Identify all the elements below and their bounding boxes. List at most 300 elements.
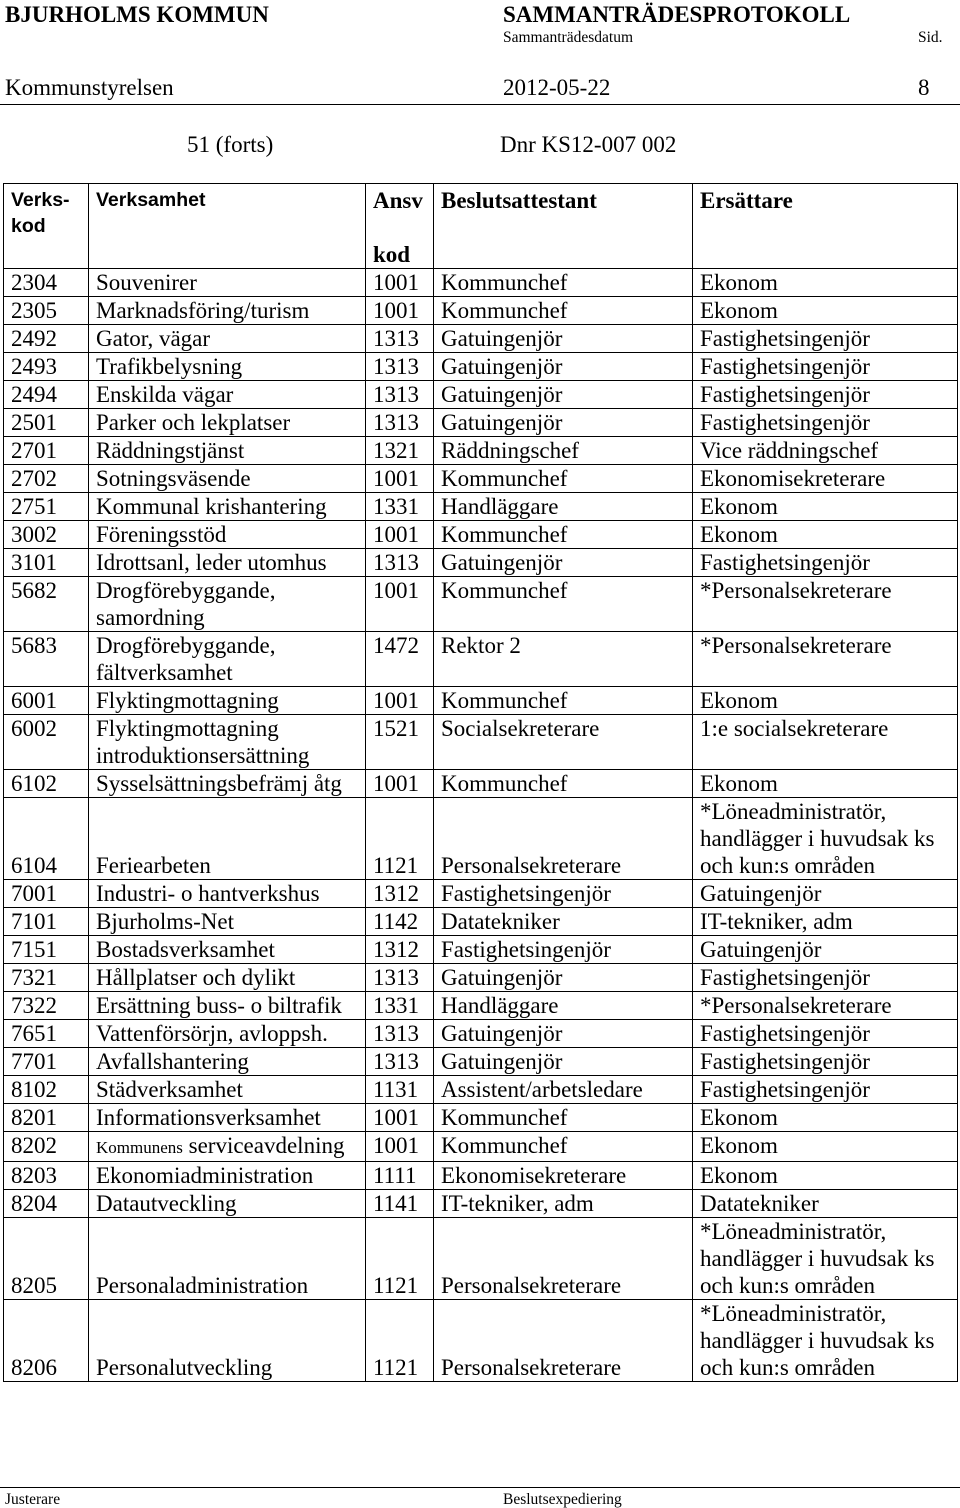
cell-text: Marknadsföring/turism [96,298,310,323]
cell-text: 7651 [11,1021,57,1046]
cell-text: 1121 [373,853,419,878]
cell-line: handlägger i huvudsak ks [700,1246,935,1271]
cell-text: 6002 [11,716,57,741]
cell-ansv [366,770,434,798]
cell-text: 7321 [11,965,57,990]
cell-text: Hållplatser och dylikt [96,965,296,990]
cell-text: 1141 [373,1191,419,1216]
cell-beslutsattestant [434,269,693,297]
column-header-ansvkod [366,184,434,269]
cell-text: Fastighetsingenjör [700,965,870,990]
cell-ersattare [693,1048,958,1076]
cell-text: Assistent/arbetsledare [441,1077,643,1102]
cell-kod [4,1104,89,1132]
cell-text: Kommunchef [441,522,568,547]
meeting-date: 2012-05-22 [503,75,611,100]
cell-beslutsattestant [434,908,693,936]
attestant-register-table [3,183,958,1382]
cell-kod [4,1300,89,1382]
cell-ersattare [693,577,958,632]
cell-line: *Löneadministratör, [700,799,887,824]
table-row [4,381,958,409]
cell-text: Kommunchef [441,578,568,603]
cell-beslutsattestant [434,409,693,437]
cell-ansv [366,1132,434,1162]
cell-text: 7101 [11,909,57,934]
cell-ansv [366,409,434,437]
cell-verksamhet [89,936,366,964]
cell-text: 2702 [11,466,57,491]
cell-line: Flyktingmottagning [96,716,279,741]
cell-text: 2751 [11,494,57,519]
cell-kod [4,409,89,437]
cell-text: Rektor 2 [441,633,521,658]
cell-kod [4,880,89,908]
cell-verksamhet [89,381,366,409]
cell-text: 2305 [11,298,57,323]
table-row [4,1162,958,1190]
cell-ansv [366,1020,434,1048]
cell-text: 7001 [11,881,57,906]
cell-text: Datatekniker [441,909,560,934]
cell-beslutsattestant [434,632,693,687]
cell-text: 1111 [373,1163,417,1188]
cell-text: Ekonom [700,1163,778,1188]
cell-text: 8204 [11,1191,57,1216]
cell-text: 1001 [373,466,419,491]
cell-ansv [366,880,434,908]
column-header-ersattare: Ersättare [693,184,958,269]
cell-ersattare [693,1104,958,1132]
table-row [4,297,958,325]
cell-beslutsattestant [434,880,693,908]
cell-beslutsattestant [434,1048,693,1076]
column-header-line: kod [11,215,46,237]
cell-kod [4,632,89,687]
table-row [4,715,958,770]
cell-text: 1313 [373,965,419,990]
cell-kod [4,549,89,577]
cell-text: Gator, vägar [96,326,211,351]
cell-ansv [366,549,434,577]
cell-text: 1313 [373,550,419,575]
cell-ersattare [693,409,958,437]
cell-text: Kommunchef [441,771,568,796]
cell-text: Datautveckling [96,1191,237,1216]
cell-kod [4,798,89,880]
cell-text: Idrottsanl, leder utomhus [96,550,327,575]
cell-beslutsattestant [434,715,693,770]
cell-text: 1121 [373,1355,419,1380]
cell-kod [4,465,89,493]
cell-line: handlägger i huvudsak ks [700,1328,935,1353]
cell-line: Drogförebyggande, [96,633,276,658]
cell-text: Gatuingenjör [441,326,563,351]
cell-text: 1142 [373,909,419,934]
cell-kod [4,1190,89,1218]
cell-ansv [366,964,434,992]
cell-ansv [366,1104,434,1132]
register-table-body [4,269,958,1382]
cell-kod [4,1218,89,1300]
cell-text: Kommunchef [441,1133,568,1158]
cell-ersattare [693,632,958,687]
cell-text: Gatuingenjör [441,382,563,407]
cell-text: Kommunal krishantering [96,494,327,519]
cell-beslutsattestant [434,1300,693,1382]
cell-beslutsattestant [434,521,693,549]
cell-text: Fastighetsingenjör [700,326,870,351]
cell-beslutsattestant [434,992,693,1020]
cell-text: 2492 [11,326,57,351]
cell-text: 1001 [373,1133,419,1158]
table-row [4,770,958,798]
cell-text: Fastighetsingenjör [700,354,870,379]
cell-text: Kommunchef [441,466,568,491]
table-row [4,437,958,465]
cell-text: 1313 [373,1049,419,1074]
cell-text: *Personalsekreterare [700,578,892,603]
cell-ansv [366,908,434,936]
cell-text: 8202 [11,1133,57,1158]
cell-verksamhet [89,880,366,908]
cell-text: 1121 [373,1273,419,1298]
cell-verksamhet [89,437,366,465]
cell-text: Personalsekreterare [441,1273,622,1298]
cell-verksamhet [89,409,366,437]
cell-verksamhet [89,1076,366,1104]
cell-ersattare [693,798,958,880]
cell-verksamhet [89,297,366,325]
cell-ansv [366,269,434,297]
cell-verksamhet [89,1048,366,1076]
cell-text: Fastighetsingenjör [700,550,870,575]
cell-text-prefix: Kommunens [96,1138,183,1157]
cell-ansv [366,715,434,770]
cell-verksamhet [89,1162,366,1190]
cell-ansv [366,577,434,632]
cell-text: Fastighetsingenjör [700,1021,870,1046]
cell-kod [4,577,89,632]
table-row [4,1218,958,1300]
cell-ersattare [693,1162,958,1190]
cell-kod [4,381,89,409]
cell-verksamhet [89,521,366,549]
cell-ansv [366,1218,434,1300]
table-row [4,577,958,632]
cell-verksamhet [89,632,366,687]
column-header-verkskod [4,184,89,269]
cell-text: 2493 [11,354,57,379]
cell-beslutsattestant [434,577,693,632]
table-row [4,908,958,936]
cell-text: 1001 [373,1105,419,1130]
municipality-name: BJURHOLMS KOMMUN [5,2,269,27]
cell-text: Gatuingenjör [441,1021,563,1046]
cell-ansv [366,521,434,549]
column-header-line: Ansv [373,188,423,213]
table-row [4,1190,958,1218]
page-number: 8 [918,75,930,100]
cell-text: IT-tekniker, adm [441,1191,594,1216]
cell-text: Ekonomiadministration [96,1163,314,1188]
cell-text: Sotningsväsende [96,466,251,491]
cell-kod [4,687,89,715]
cell-text: Gatuingenjör [441,550,563,575]
cell-text: Ekonom [700,494,778,519]
cell-verksamhet [89,493,366,521]
cell-text: 1313 [373,410,419,435]
cell-text: Souvenirer [96,270,197,295]
table-row [4,465,958,493]
table-row [4,632,958,687]
cell-text: 1001 [373,298,419,323]
cell-text: 6102 [11,771,57,796]
cell-text: Personalsekreterare [441,853,622,878]
cell-verksamhet [89,1132,366,1162]
table-row [4,1048,958,1076]
cell-text: Socialsekreterare [441,716,600,741]
cell-ersattare [693,715,958,770]
table-row [4,964,958,992]
cell-kod [4,353,89,381]
cell-ersattare [693,880,958,908]
footer-justerare: Justerare [5,1491,61,1508]
cell-text: Ekonom [700,522,778,547]
cell-beslutsattestant [434,381,693,409]
column-header-line: kod [373,242,411,267]
cell-beslutsattestant [434,465,693,493]
cell-text: Gatuingenjör [700,937,822,962]
cell-text: 1313 [373,354,419,379]
cell-beslutsattestant [434,1132,693,1162]
cell-verksamhet [89,687,366,715]
cell-ersattare [693,325,958,353]
cell-kod [4,992,89,1020]
cell-line: och kun:s områden [700,1273,876,1298]
cell-ersattare [693,1020,958,1048]
cell-ersattare [693,964,958,992]
table-header-row [4,184,958,269]
cell-ansv [366,992,434,1020]
cell-line: och kun:s områden [700,1355,876,1380]
cell-text: 3002 [11,522,57,547]
cell-text: 8201 [11,1105,57,1130]
cell-ersattare [693,549,958,577]
cell-text: 1331 [373,993,419,1018]
cell-text: 1001 [373,578,419,603]
cell-text: 2701 [11,438,57,463]
cell-ersattare [693,493,958,521]
cell-verksamhet [89,770,366,798]
cell-verksamhet [89,1300,366,1382]
table-row [4,353,958,381]
diary-number: Dnr KS12-007 002 [500,132,677,157]
cell-text: 3101 [11,550,57,575]
cell-text: Kommunchef [441,688,568,713]
cell-beslutsattestant [434,964,693,992]
cell-kod [4,715,89,770]
cell-line: *Löneadministratör, [700,1219,887,1244]
cell-text: Informationsverksamhet [96,1105,321,1130]
cell-ersattare [693,437,958,465]
cell-kod [4,437,89,465]
cell-line: samordning [96,605,205,630]
cell-text: Vice räddningschef [700,438,879,463]
cell-ersattare [693,687,958,715]
cell-text: Ekonom [700,688,778,713]
cell-ansv [366,465,434,493]
cell-beslutsattestant [434,1020,693,1048]
cell-text: Kommunchef [441,270,568,295]
column-header-line: Verks- [11,189,70,211]
cell-text: Kommunchef [441,1105,568,1130]
table-row [4,798,958,880]
cell-ersattare [693,936,958,964]
cell-text: 8102 [11,1077,57,1102]
cell-kod [4,964,89,992]
cell-text: Fastighetsingenjör [700,410,870,435]
cell-beslutsattestant [434,437,693,465]
cell-ansv [366,687,434,715]
cell-text: Fastighetsingenjör [441,881,611,906]
cell-text: Städverksamhet [96,1077,243,1102]
footer-divider [0,1487,960,1488]
cell-verksamhet [89,269,366,297]
cell-text: 1313 [373,382,419,407]
cell-ansv [366,798,434,880]
cell-text: 1472 [373,633,419,658]
cell-ansv [366,353,434,381]
table-row [4,549,958,577]
cell-text: Ekonom [700,771,778,796]
cell-ersattare [693,1300,958,1382]
cell-text: Avfallshantering [96,1049,249,1074]
cell-ansv [366,1162,434,1190]
table-row [4,493,958,521]
cell-kod [4,325,89,353]
cell-beslutsattestant [434,493,693,521]
cell-text: Bostadsverksamhet [96,937,275,962]
cell-text: Datatekniker [700,1191,819,1216]
cell-text: Parker och lekplatser [96,410,291,435]
cell-ersattare [693,521,958,549]
cell-text: Ekonom [700,1105,778,1130]
cell-text: Ekonom [700,1133,778,1158]
cell-beslutsattestant [434,325,693,353]
cell-ansv [366,1300,434,1382]
cell-ansv [366,493,434,521]
cell-text: Fastighetsingenjör [441,937,611,962]
cell-kod [4,908,89,936]
cell-kod [4,1132,89,1162]
cell-text: Industri- o hantverkshus [96,881,320,906]
cell-beslutsattestant [434,1104,693,1132]
cell-text: Personaladministration [96,1273,309,1298]
cell-text: Flyktingmottagning [96,688,279,713]
cell-text: 1001 [373,688,419,713]
cell-text: 1001 [373,522,419,547]
table-row [4,880,958,908]
cell-kod [4,936,89,964]
cell-ansv [366,1190,434,1218]
cell-text: Gatuingenjör [700,881,822,906]
table-row [4,992,958,1020]
cell-kod [4,269,89,297]
cell-text: Bjurholms-Net [96,909,234,934]
table-row [4,269,958,297]
cell-kod [4,1076,89,1104]
cell-text: 6001 [11,688,57,713]
cell-text: 6104 [11,853,57,878]
cell-text: 1:e socialsekreterare [700,716,889,741]
cell-text: Personalutveckling [96,1355,273,1380]
cell-text: 1001 [373,270,419,295]
cell-text: 7151 [11,937,57,962]
cell-ansv [366,325,434,353]
cell-text: *Personalsekreterare [700,633,892,658]
table-row [4,325,958,353]
cell-line: Drogförebyggande, [96,578,276,603]
cell-verksamhet [89,908,366,936]
cell-kod [4,493,89,521]
cell-text: 1331 [373,494,419,519]
header-divider [0,104,960,105]
cell-ersattare [693,1190,958,1218]
cell-text: Handläggare [441,993,559,1018]
cell-ersattare [693,269,958,297]
cell-text: Enskilda vägar [96,382,234,407]
cell-kod [4,1020,89,1048]
page-label: Sid. [918,29,943,46]
table-row [4,409,958,437]
cell-text: Sysselsättningsbefrämj åtg [96,771,342,796]
cell-text: serviceavdelning [188,1133,345,1158]
cell-text: Handläggare [441,494,559,519]
cell-text: Ekonom [700,270,778,295]
cell-verksamhet [89,353,366,381]
cell-ansv [366,381,434,409]
cell-ersattare [693,353,958,381]
table-row [4,687,958,715]
cell-beslutsattestant [434,1162,693,1190]
cell-ersattare [693,381,958,409]
cell-beslutsattestant [434,936,693,964]
cell-text: IT-tekniker, adm [700,909,853,934]
cell-ersattare [693,908,958,936]
cell-beslutsattestant [434,549,693,577]
cell-text: Trafikbelysning [96,354,243,379]
cell-text: 5682 [11,578,57,603]
cell-text: Ekonom [700,298,778,323]
column-header-verksamhet: Verksamhet [89,184,366,269]
cell-text: 7322 [11,993,57,1018]
cell-verksamhet [89,715,366,770]
cell-ersattare [693,1132,958,1162]
cell-ersattare [693,297,958,325]
cell-ansv [366,1076,434,1104]
table-row [4,1300,958,1382]
column-header-beslutsattestant: Beslutsattestant [434,184,693,269]
cell-beslutsattestant [434,353,693,381]
cell-text: Fastighetsingenjör [700,382,870,407]
cell-text: Fastighetsingenjör [700,1077,870,1102]
cell-text: 1313 [373,326,419,351]
cell-line: introduktionsersättning [96,743,310,768]
cell-text: Vattenförsörjn, avloppsh. [96,1021,328,1046]
cell-verksamhet [89,325,366,353]
cell-text: Ersättning buss- o biltrafik [96,993,342,1018]
